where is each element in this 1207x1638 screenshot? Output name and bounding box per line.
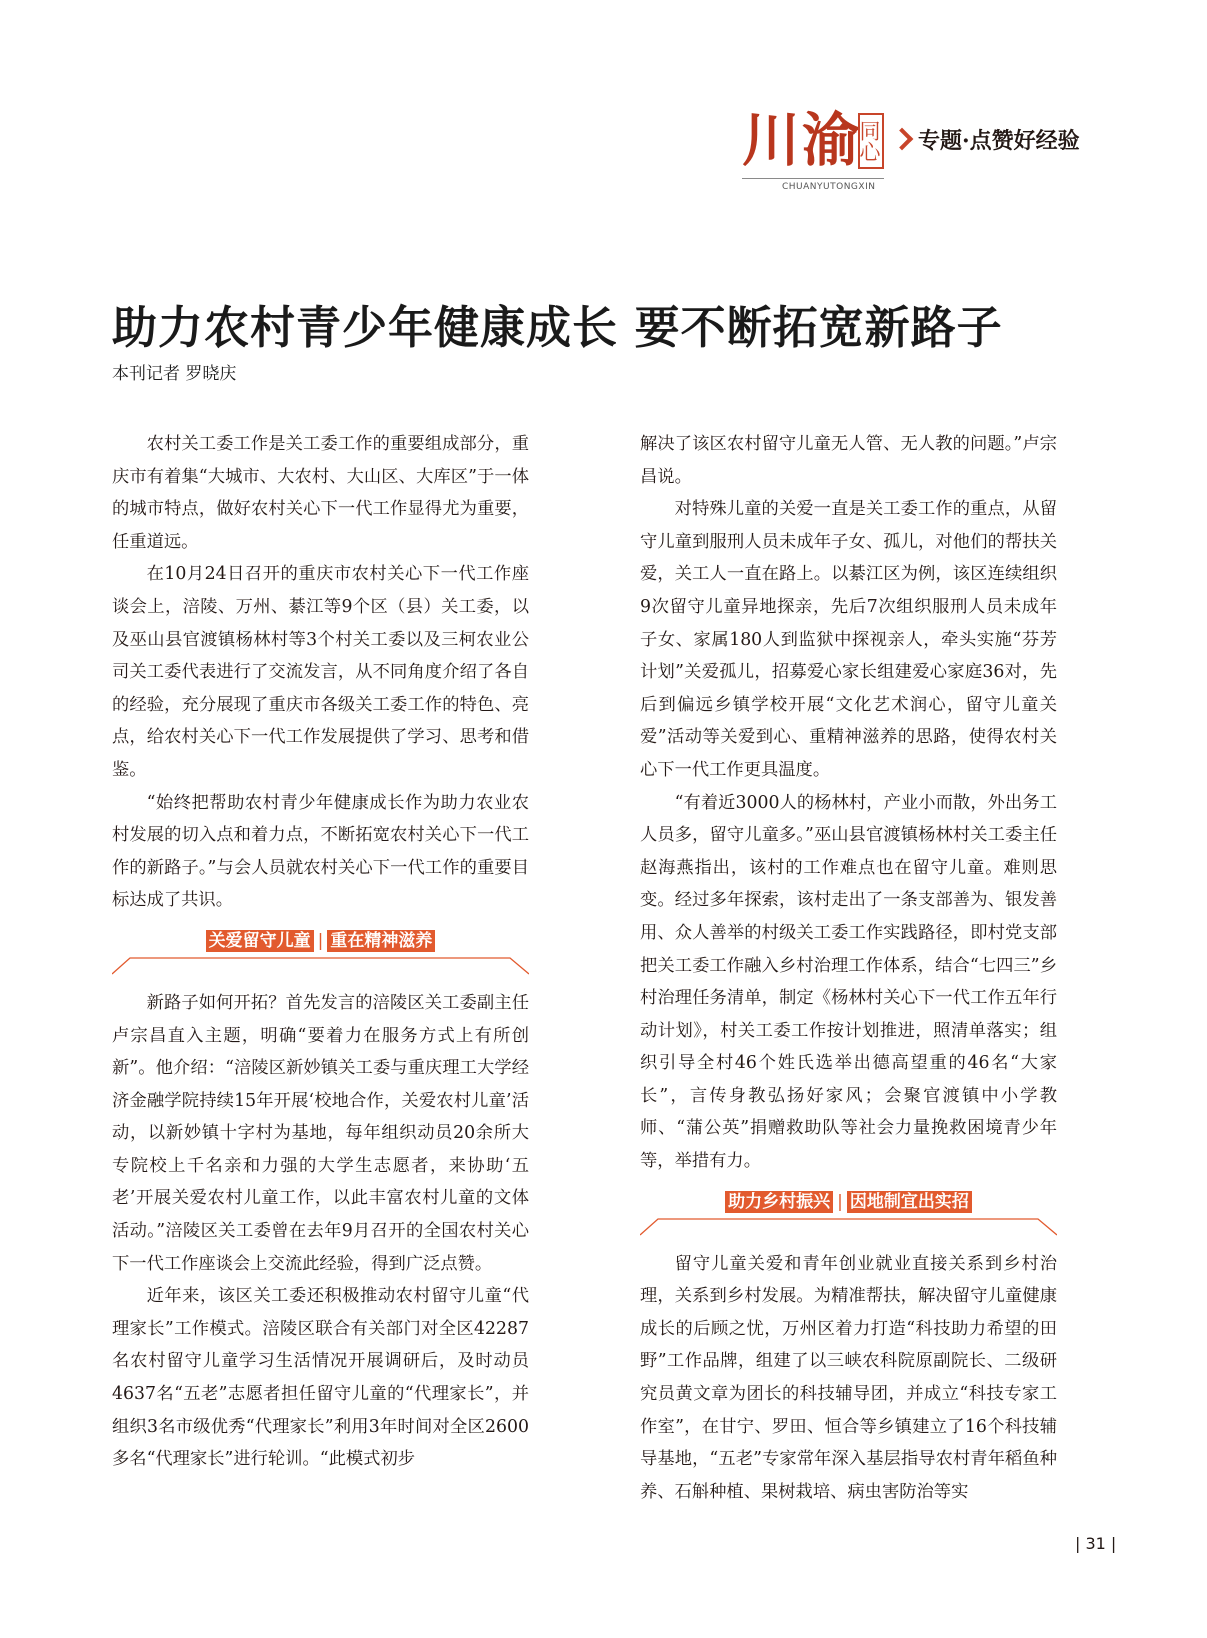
masthead-rule bbox=[742, 178, 884, 179]
article-title: 助力农村青少年健康成长 要不断拓宽新路子 bbox=[112, 301, 1003, 354]
subhead-separator: | bbox=[837, 1191, 843, 1212]
paragraph: “始终把帮助农村青少年健康成长作为助力农业农村发展的切入点和着力点，不断拓宽农村关心下一代工作的新路子。”与会人员就农村关心下一代工作的重要目标达成了共识。 bbox=[112, 792, 529, 911]
subhead-part-a: 助力乡村振兴 bbox=[725, 1191, 833, 1213]
subhead-part-a: 关爱留守儿童 bbox=[206, 930, 314, 952]
masthead-logo: 川渝 bbox=[742, 106, 863, 174]
masthead-pinyin: CHUANYUTONGXIN bbox=[782, 182, 876, 192]
paragraph: 对特殊儿童的关爱一直是关工委工作的重点，从留守儿童到服刑人员未成年子女、孤儿，对他们的帮扶关爱，关工人一直在路上。以綦江区为例，该区连续组织9次留守儿童异地探亲，先后7次组织服刑人员未成年子女、家属180人到监狱中探视亲人，牵头实施“芬芳计划”关爱孤儿，招募爱心家长组建爱心家庭36对，先后到偏远乡镇学校开展“文化艺术润心，留守儿童关爱”活动等关爱到心、重精神滋养的思路，使得农村关心下一代工作更具温度。 bbox=[640, 499, 1057, 780]
subhead-divider bbox=[640, 1207, 1057, 1237]
paragraph: 留守儿童关爱和青年创业就业直接关系到乡村治理，关系到乡村发展。为精准帮扶，解决留守儿童健康成长的后顾之忧，万州区着力打造“科技助力希望的田野”工作品牌，组建了以三峡农科院原副院长、二级研究员黄文章为团长的科技辅导团，并成立“科技专家工作室”，在甘宁、罗田、恒合等乡镇建立了16个科技辅导基地，“五老”专家常年深入基层指导农村青年稻鱼种养、石斛种植、果树栽培、病虫害防治等实 bbox=[640, 1253, 1057, 1502]
chevron-right-icon bbox=[891, 128, 914, 151]
paragraph: 新路子如何开拓？首先发言的涪陵区关工委副主任卢宗昌直入主题，明确“要着力在服务方式上有所创新”。他介绍：“涪陵区新妙镇关工委与重庆理工大学经济金融学院持续15年开展‘校地合作，关爱农村儿童’活动，以新妙镇十字村为基地，每年组织动员20余所大专院校上千名亲和力强的大学生志愿者，来协助‘五老’开展关爱农村儿童工作，以此丰富农村儿童的文体活动。”涪陵区关工委曾在去年9月召开的全国农村关心下一代工作座谈会上交流此经验，得到广泛点赞。 bbox=[112, 992, 529, 1274]
section-label: 专题·点赞好经验 bbox=[918, 128, 1080, 154]
page-number: | 31 | bbox=[1075, 1534, 1117, 1553]
paragraph-continued: 解决了该区农村留守儿童无人管、无人教的问题。”卢宗昌说。 bbox=[640, 434, 1057, 487]
article-byline: 本刊记者 罗晓庆 bbox=[112, 364, 237, 384]
masthead bbox=[742, 107, 1082, 197]
subhead bbox=[112, 926, 529, 980]
masthead-logo-box: 同心 bbox=[858, 113, 884, 169]
subhead-divider bbox=[112, 946, 529, 976]
subhead bbox=[640, 1187, 1057, 1241]
paragraph: 农村关工委工作是关工委工作的重要组成部分，重庆市有着集“大城市、大农村、大山区、大库区”于一体的城市特点，做好农村关心下一代工作显得尤为重要，任重道远。 bbox=[112, 434, 529, 552]
paragraph: “有着近3000人的杨林村，产业小而散，外出务工人员多，留守儿童多。”巫山县官渡镇杨林村关工委主任赵海燕指出，该村的工作难点也在留守儿童。难则思变。经过多年探索，该村走出了一条支部善为、银发善用、众人善举的村级关工委工作实践路径，即村党支部把关工委工作融入乡村治理工作体系，结合“七四三”乡村治理任务清单，制定《杨林村关心下一代工作五年行动计划》，村关工委工作按计划推进，照清单落实；组织引导全村46个姓氏选举出德高望重的46名“大家长”，言传身教弘扬好家风；会聚官渡镇中小学教师、“蒲公英”捐赠救助队等社会力量挽救困境青少年等，举措有力。 bbox=[640, 792, 1057, 1172]
paragraph: 近年来，该区关工委还积极推动农村留守儿童“代理家长”工作模式。涪陵区联合有关部门对全区42287名农村留守儿童学习生活情况开展调研后，及时动员4637名“五老”志愿者担任留守儿童的“代理家长”，并组织3名市级优秀“代理家长”利用3年时间对全区2600多名“代理家长”进行轮训。“此模式初步 bbox=[112, 1286, 529, 1470]
subhead-part-b: 重在精神滋养 bbox=[327, 930, 435, 952]
left-column bbox=[112, 428, 529, 1476]
subhead-separator: | bbox=[317, 930, 324, 951]
right-column bbox=[640, 428, 1057, 1508]
subhead-part-b: 因地制宜出实招 bbox=[847, 1191, 972, 1213]
paragraph: 在10月24日召开的重庆市农村关心下一代工作座谈会上，涪陵、万州、綦江等9个区（县）关工委，以及巫山县官渡镇杨林村等3个村关工委以及三柯农业公司关工委代表进行了交流发言，从不同角度介绍了各自的经验，充分展现了重庆市各级关工委工作的特色、亮点，给农村关心下一代工作发展提供了学习、思考和借鉴。 bbox=[112, 564, 529, 780]
